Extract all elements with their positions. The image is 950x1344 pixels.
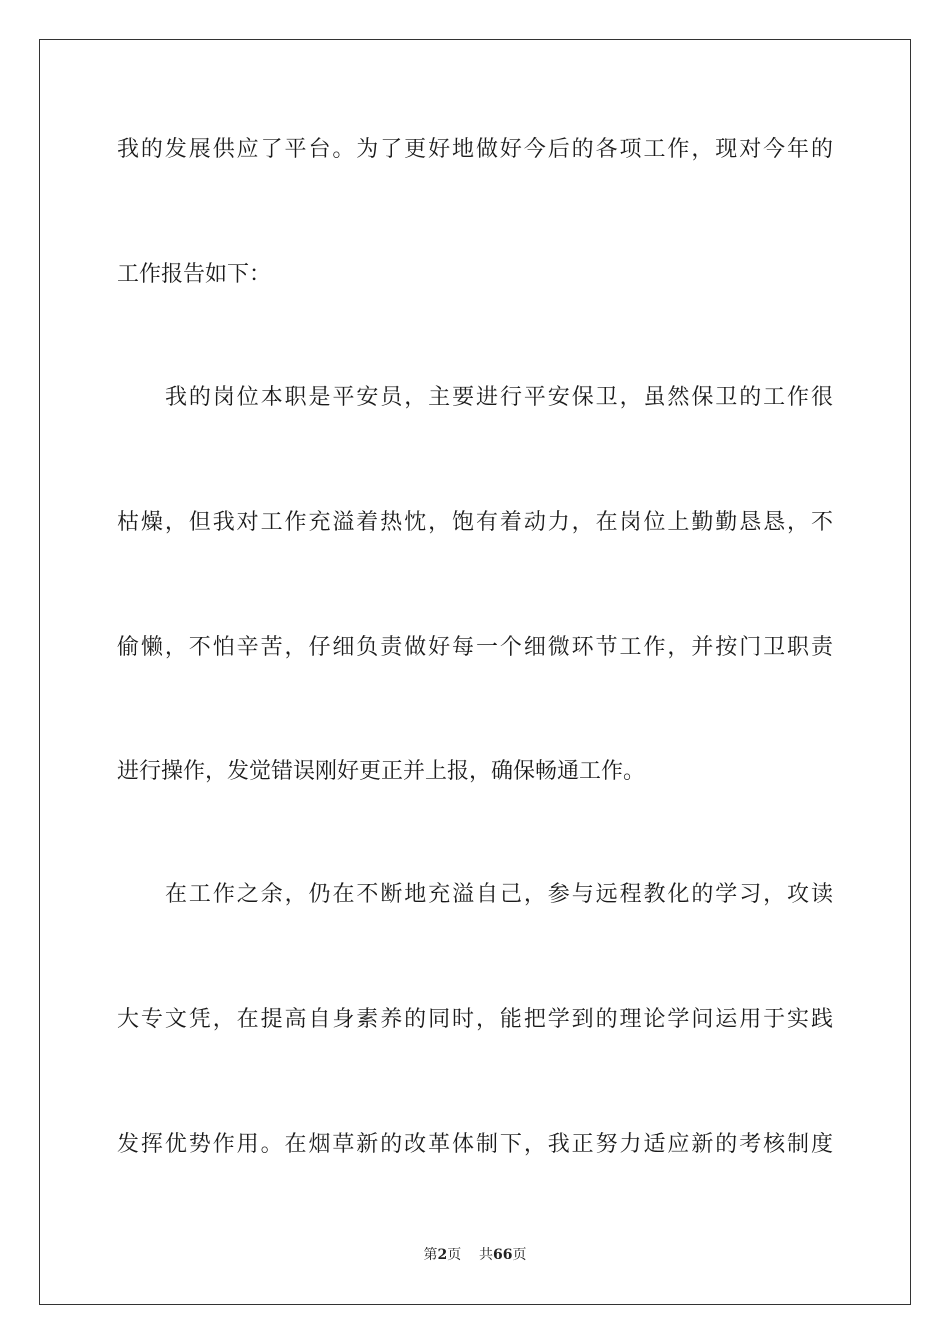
body-line-5: 偷懒，不怕辛苦，仔细负责做好每一个细微环节工作，并按门卫职责 <box>117 635 833 660</box>
body-line-2: 工作报告如下： <box>117 262 272 287</box>
body-line-7: 在工作之余，仍在不断地充溢自己，参与远程教化的学习，攻读 <box>165 882 833 907</box>
footer-total-suffix: 页 <box>512 1247 527 1263</box>
footer-total-prefix: 共 <box>479 1247 494 1263</box>
body-line-9: 发挥优势作用。在烟草新的改革体制下，我正努力适应新的考核制度 <box>117 1132 833 1157</box>
footer-page-suffix: 页 <box>447 1247 462 1263</box>
page-frame <box>39 39 911 1305</box>
body-line-6: 进行操作，发觉错误刚好更正并上报，确保畅通工作。 <box>117 759 646 784</box>
body-line-4: 枯燥，但我对工作充溢着热忱，饱有着动力，在岗位上勤勤恳恳，不 <box>117 510 833 535</box>
body-line-3: 我的岗位本职是平安员，主要进行平安保卫，虽然保卫的工作很 <box>165 385 833 410</box>
footer-page-prefix: 第 <box>423 1247 438 1263</box>
body-line-1: 我的发展供应了平台。为了更好地做好今后的各项工作，现对今年的 <box>117 137 833 162</box>
footer-page-number: 2 <box>437 1247 448 1263</box>
page-footer <box>0 1246 950 1264</box>
body-line-8: 大专文凭，在提高自身素养的同时，能把学到的理论学问运用于实践 <box>117 1007 833 1032</box>
footer-total-pages: 66 <box>493 1247 513 1263</box>
